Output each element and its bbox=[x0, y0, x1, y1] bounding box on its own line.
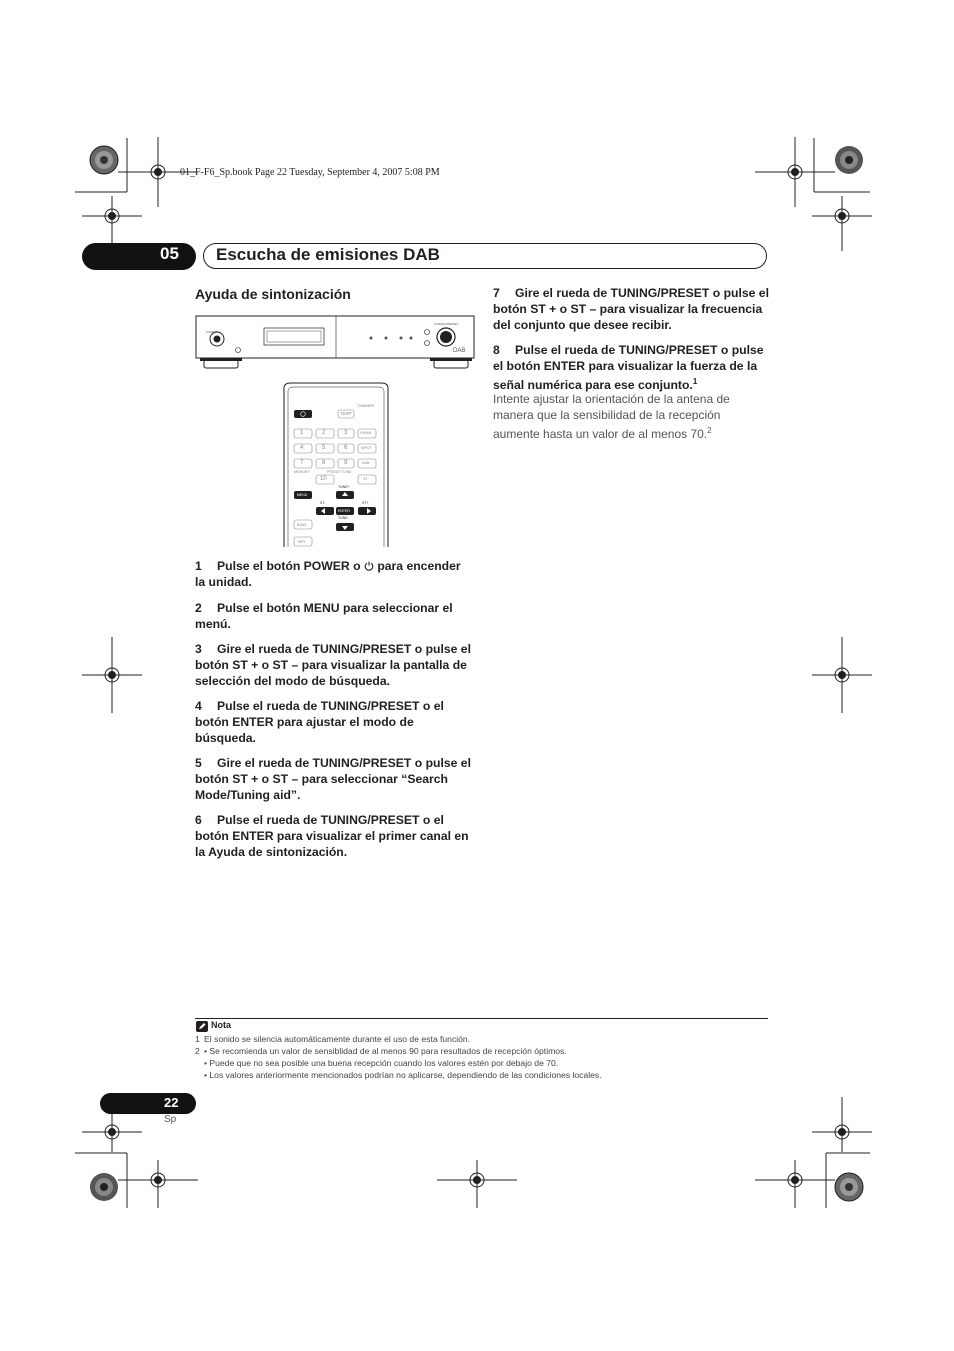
step-text: Gire el rueda de TUNING/PRESET o pulse el botón ST + o ST – para seleccionar “Search Mode/Tuning aid”. bbox=[195, 756, 471, 803]
step-text: Gire el rueda de TUNING/PRESET o pulse el botón ST + o ST – para visualizar la frecuencia del conjunto que desee recibir. bbox=[493, 286, 769, 333]
remote-dimmer-label: DIMMER bbox=[358, 403, 375, 408]
step-number: 4 bbox=[195, 699, 202, 713]
remote-key-3: 3 bbox=[344, 430, 348, 436]
remote-key-dab: DAB bbox=[362, 461, 370, 465]
step-number: 2 bbox=[195, 601, 202, 615]
remote-key-7: 7 bbox=[300, 460, 304, 466]
remote-band-key: BAND bbox=[297, 523, 307, 527]
remote-memory-label: MEMORY bbox=[294, 470, 310, 474]
step-2 bbox=[195, 600, 473, 632]
step-number: 5 bbox=[195, 756, 202, 770]
step-text-cont: para encender la unidad. bbox=[195, 559, 461, 590]
device-dab-label: DAB bbox=[453, 348, 466, 354]
step-text: Gire el rueda de TUNING/PRESET o pulse el botón ST + o ST – para visualizar la pantalla de selección del modo de búsqueda. bbox=[195, 642, 471, 689]
page-number-badge bbox=[100, 1093, 196, 1114]
remote-key-4: 4 bbox=[300, 445, 304, 451]
footnote-1 bbox=[195, 1033, 470, 1045]
step-4 bbox=[195, 698, 473, 747]
step-6 bbox=[195, 812, 473, 861]
step-text: Pulse el botón MENU para seleccionar el menú. bbox=[195, 601, 453, 632]
footnote-number: 1 bbox=[195, 1034, 200, 1044]
page-language: Sp bbox=[164, 1114, 177, 1125]
remote-preset-tune-label: PRESET/TUNE bbox=[327, 470, 352, 474]
step-text: Pulse el rueda de TUNING/PRESET o el botón ENTER para ajustar el modo de búsqueda. bbox=[195, 699, 444, 746]
footnote-text: • Se recomienda un valor de sensiblidad de al menos 90 para resultados de recepción óptimos. bbox=[204, 1046, 567, 1056]
step-text: Pulse el botón POWER o bbox=[217, 559, 364, 573]
remote-key-5: 5 bbox=[322, 445, 326, 451]
section-title: Ayuda de sintonización bbox=[195, 286, 351, 302]
footnote-text: • Los valores anteriormente mencionados podrían no aplicarse, dependiendo de las condiciones locales. bbox=[204, 1070, 602, 1080]
remote-key-9: 9 bbox=[344, 460, 348, 466]
device-power-label: POWER bbox=[206, 330, 218, 334]
footnote-2b bbox=[204, 1057, 558, 1069]
remote-enter-key: ENTER bbox=[338, 509, 350, 513]
step-number: 7 bbox=[493, 286, 500, 300]
step-7 bbox=[493, 285, 770, 334]
footnote-text: • Puede que no sea posible una buena recepción cuando los valores estén por debajo de 70. bbox=[204, 1058, 559, 1068]
book-info-line: 01_F-F6_Sp.book Page 22 Tuesday, September 4, 2007 5:08 PM bbox=[180, 167, 440, 178]
footnote-text: El sonido se silencia automáticamente durante el uso de esta función. bbox=[204, 1034, 471, 1044]
remote-disp-label: DISP bbox=[341, 411, 352, 416]
remote-key-st: ST bbox=[363, 477, 368, 481]
remote-key-8: 8 bbox=[322, 460, 326, 466]
step-number: 3 bbox=[195, 642, 202, 656]
page-number: 22 bbox=[164, 1095, 179, 1110]
remote-key-10: 10 bbox=[320, 476, 327, 482]
power-icon bbox=[364, 561, 374, 571]
step-1 bbox=[195, 558, 473, 590]
footnote-2 bbox=[195, 1045, 567, 1057]
remote-key-1: 1 bbox=[300, 430, 304, 436]
note-icon bbox=[196, 1021, 208, 1032]
step-number: 1 bbox=[195, 559, 202, 573]
remote-key-input: INPUT bbox=[361, 446, 372, 450]
remote-mpx-key: MPX bbox=[298, 540, 306, 544]
step-5 bbox=[195, 755, 473, 804]
chapter-number: 05 bbox=[160, 244, 179, 263]
step-number: 6 bbox=[195, 813, 202, 827]
step-text: Pulse el rueda de TUNING/PRESET o el botón ENTER para visualizar el primer canal en la Ayuda de sintonización. bbox=[195, 813, 469, 860]
remote-tune-minus-label: TUNE- bbox=[338, 516, 349, 520]
remote-tune-plus-label: TUNE+ bbox=[338, 485, 350, 489]
remote-st-minus-label: ST- bbox=[320, 501, 326, 505]
remote-menu-key: MENU bbox=[297, 493, 308, 497]
chapter-title: Escucha de emisiones DAB bbox=[216, 245, 440, 264]
footnote-2c bbox=[204, 1069, 602, 1081]
step-text: Pulse el rueda de TUNING/PRESET o pulse el botón ENTER para visualizar la fuerza de la señal numérica para ese conjunto. bbox=[493, 343, 764, 393]
step-number: 8 bbox=[493, 343, 500, 357]
step-8-body-text: Intente ajustar la orientación de la antena de manera que la sensibilidad de la recepción aumente hasta un valor de al menos 70. bbox=[493, 392, 730, 441]
remote-key-6: 6 bbox=[344, 445, 348, 451]
remote-st-plus-label: ST+ bbox=[362, 501, 369, 505]
note-label: Nota bbox=[211, 1020, 231, 1030]
footnote-number: 2 bbox=[195, 1046, 200, 1056]
step-8 bbox=[493, 342, 770, 394]
remote-key-2: 2 bbox=[322, 430, 326, 436]
footnote-ref-1: 1 bbox=[692, 377, 698, 387]
note-divider bbox=[195, 1018, 768, 1019]
step-3 bbox=[195, 641, 473, 690]
footnote-ref-2: 2 bbox=[707, 426, 712, 435]
remote-key-fmam: FM/AM bbox=[360, 431, 372, 435]
step-8-body bbox=[493, 391, 765, 442]
device-knob-label: TUNING/PRESET bbox=[434, 322, 459, 326]
